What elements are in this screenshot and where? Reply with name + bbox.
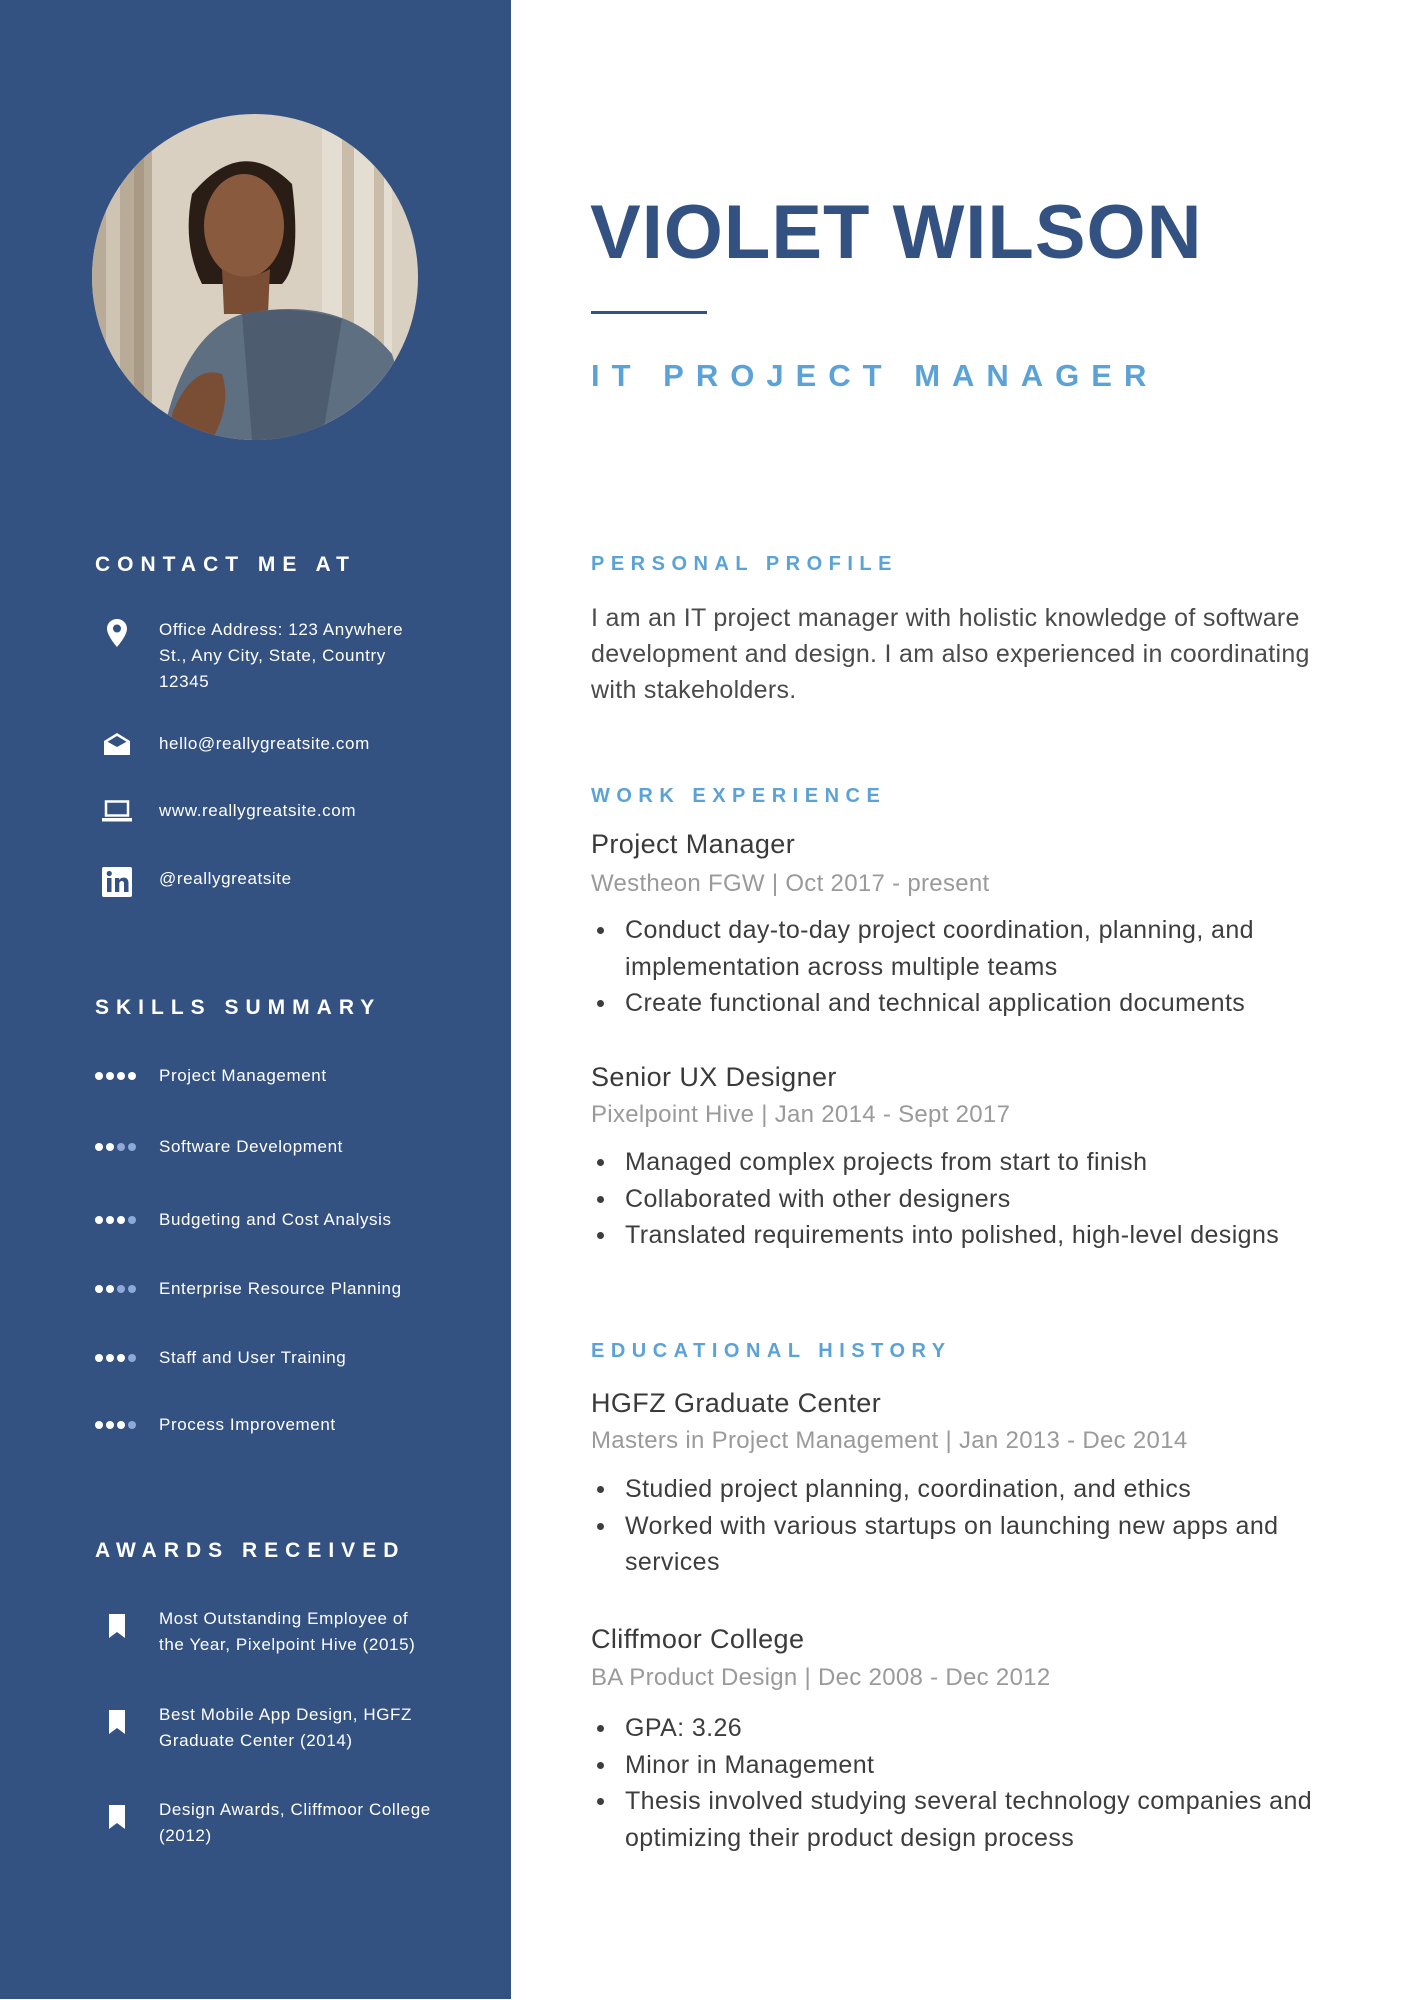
job-role: Project Manager	[591, 829, 796, 859]
skill-dot-filled	[95, 1421, 103, 1429]
skill-dot-filled	[95, 1143, 103, 1151]
skill-dot-empty	[128, 1285, 136, 1293]
skill-label: Process Improvement	[159, 1415, 336, 1434]
portrait-photo	[92, 114, 418, 440]
list-item: Translated requirements into polished, high-level designs	[591, 1217, 1351, 1254]
skill-dot-filled	[95, 1072, 103, 1080]
profile-text: I am an IT project manager with holistic knowledge of software development and design. I am also experienced in coordinating with stakeholders.	[591, 604, 1310, 704]
list-item: Worked with various startups on launching new apps and services	[591, 1508, 1351, 1581]
job-meta: Westheon FGW | Oct 2017 - present	[591, 870, 990, 897]
skill-dot-filled	[95, 1354, 103, 1362]
skill-label: Staff and User Training	[159, 1348, 347, 1367]
skill-rating	[95, 1072, 145, 1080]
skill-rating	[95, 1143, 145, 1151]
envelope-icon	[95, 731, 139, 755]
skill-dot-empty	[128, 1143, 136, 1151]
linkedin-icon	[95, 865, 139, 897]
list-item: Collaborated with other designers	[591, 1181, 1351, 1218]
bookmark-icon	[95, 1702, 139, 1734]
contact-address	[95, 617, 435, 695]
award-item	[95, 1797, 435, 1849]
contact-linkedin[interactable]	[95, 865, 435, 897]
school-meta: Masters in Project Management | Jan 2013 - Dec 2014	[591, 1427, 1188, 1454]
skill-label: Project Management	[159, 1066, 327, 1085]
location-pin-icon	[95, 617, 139, 647]
job-title: IT PROJECT MANAGER	[591, 358, 1159, 393]
job-meta: Pixelpoint Hive | Jan 2014 - Sept 2017	[591, 1101, 1011, 1128]
list-item: Studied project planning, coordination, and ethics	[591, 1471, 1351, 1508]
school-name: HGFZ Graduate Center	[591, 1388, 882, 1418]
school-name: Cliffmoor College	[591, 1624, 805, 1654]
bookmark-icon	[95, 1606, 139, 1638]
awards-heading: AWARDS RECEIVED	[95, 1539, 406, 1562]
skill-dot-empty	[128, 1421, 136, 1429]
skill-rating	[95, 1285, 145, 1293]
skill-dot-filled	[117, 1216, 125, 1224]
skill-item	[95, 1346, 346, 1370]
school-bullets	[591, 1471, 1351, 1581]
contact-linkedin-text[interactable]: @reallygreatsite	[159, 869, 292, 888]
skill-rating	[95, 1421, 145, 1429]
contact-email[interactable]	[95, 731, 435, 757]
skill-dot-filled	[106, 1285, 114, 1293]
skill-rating	[95, 1354, 145, 1362]
skill-label: Budgeting and Cost Analysis	[159, 1210, 392, 1229]
skill-dot-filled	[106, 1421, 114, 1429]
skill-dot-empty	[117, 1285, 125, 1293]
job-bullets	[591, 1144, 1351, 1254]
list-item: GPA: 3.26	[591, 1710, 1351, 1747]
skill-label: Software Development	[159, 1137, 343, 1156]
contact-website-text[interactable]: www.reallygreatsite.com	[159, 801, 357, 820]
skill-dot-filled	[95, 1216, 103, 1224]
skill-dot-filled	[106, 1354, 114, 1362]
laptop-icon	[95, 798, 139, 822]
school-bullets	[591, 1710, 1351, 1856]
education-heading: EDUCATIONAL HISTORY	[591, 1340, 952, 1362]
name-divider	[591, 311, 707, 314]
contact-address-text: Office Address: 123 Anywhere St., Any City, State, Country 12345	[159, 620, 404, 691]
candidate-name: VIOLET WILSON	[590, 190, 1203, 275]
profile-photo	[92, 114, 418, 440]
skill-dot-filled	[106, 1216, 114, 1224]
list-item: Thesis involved studying several technology companies and optimizing their product design process	[591, 1783, 1351, 1856]
skill-dot-filled	[106, 1072, 114, 1080]
skill-item	[95, 1208, 392, 1232]
list-item: Create functional and technical application documents	[591, 985, 1351, 1022]
contact-email-text[interactable]: hello@reallygreatsite.com	[159, 734, 370, 753]
skill-item	[95, 1135, 343, 1159]
profile-heading: PERSONAL PROFILE	[591, 553, 898, 575]
skill-dot-filled	[117, 1072, 125, 1080]
skill-rating	[95, 1216, 145, 1224]
skills-heading: SKILLS SUMMARY	[95, 996, 382, 1019]
skill-dot-filled	[106, 1143, 114, 1151]
work-heading: WORK EXPERIENCE	[591, 785, 887, 807]
bookmark-icon	[95, 1797, 139, 1829]
list-item: Conduct day-to-day project coordination, planning, and implementation across multiple teams	[591, 912, 1351, 985]
skill-item	[95, 1413, 336, 1437]
skill-item	[95, 1064, 327, 1088]
skill-dot-filled	[117, 1421, 125, 1429]
award-text: Design Awards, Cliffmoor College (2012)	[159, 1800, 431, 1845]
list-item: Managed complex projects from start to finish	[591, 1144, 1351, 1181]
contact-website[interactable]	[95, 798, 435, 824]
sidebar	[0, 0, 511, 1999]
skill-label: Enterprise Resource Planning	[159, 1279, 402, 1298]
skill-dot-empty	[128, 1354, 136, 1362]
skill-dot-filled	[95, 1285, 103, 1293]
award-item	[95, 1702, 435, 1754]
award-text: Most Outstanding Employee of the Year, Pixelpoint Hive (2015)	[159, 1609, 416, 1654]
skill-dot-empty	[128, 1216, 136, 1224]
skill-dot-empty	[117, 1143, 125, 1151]
skill-item	[95, 1277, 402, 1301]
list-item: Minor in Management	[591, 1747, 1351, 1784]
skill-dot-filled	[117, 1354, 125, 1362]
school-meta: BA Product Design | Dec 2008 - Dec 2012	[591, 1664, 1051, 1691]
skill-dot-filled	[128, 1072, 136, 1080]
award-text: Best Mobile App Design, HGFZ Graduate Center (2014)	[159, 1705, 413, 1750]
job-role: Senior UX Designer	[591, 1062, 837, 1092]
contact-heading: CONTACT ME AT	[95, 553, 356, 576]
job-bullets	[591, 912, 1351, 1022]
award-item	[95, 1606, 435, 1658]
